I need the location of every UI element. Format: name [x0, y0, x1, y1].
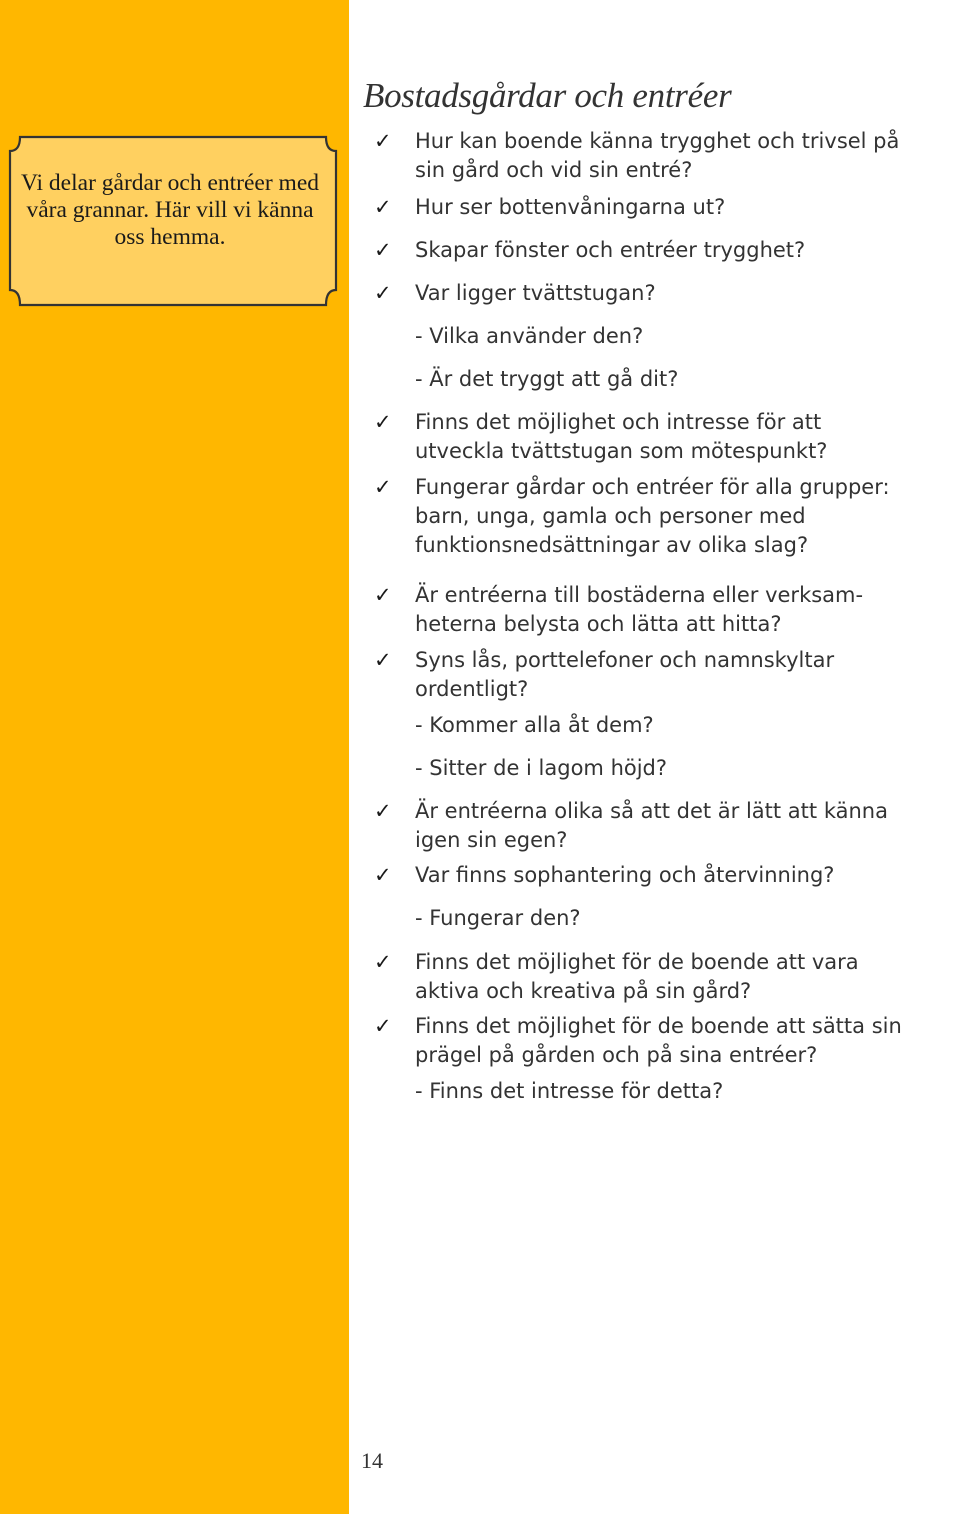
list-item: [374, 797, 955, 855]
checkmark-icon: ✓: [374, 583, 392, 607]
list-item: [374, 473, 955, 560]
list-item-text: Är entréerna till bostäderna eller verksam- heterna belysta och lätta att hitta?: [415, 583, 864, 636]
list-item: [374, 408, 955, 466]
list-item: [374, 581, 955, 639]
list-item-text: Fungerar gårdar och entréer för alla grupper: barn, unga, gamla och personer med funktionsnedsättningar av olika slag?: [415, 475, 890, 557]
list-item-text: Finns det möjlighet och intresse för att utveckla tvättstugan som mötespunkt?: [415, 410, 828, 463]
checkmark-icon: ✓: [374, 950, 392, 974]
checkmark-icon: ✓: [374, 238, 392, 262]
list-item-text: Hur ser bottenvåningarna ut?: [415, 195, 726, 219]
checkmark-icon: ✓: [374, 129, 392, 153]
list-item: [374, 127, 955, 185]
list-item: [374, 646, 955, 704]
list-item: [374, 948, 955, 1006]
list-item-text: Var ligger tvättstugan?: [415, 281, 656, 305]
list-item: [374, 279, 955, 308]
checkmark-icon: ✓: [374, 648, 392, 672]
sub-item: - Fungerar den?: [415, 906, 581, 930]
list-item-text: Syns lås, porttelefoner och namnskyltar ordentligt?: [415, 648, 835, 701]
list-item: [374, 193, 955, 222]
page-title: Bostadsgårdar och entréer: [363, 76, 732, 115]
checkmark-icon: ✓: [374, 1014, 392, 1038]
list-item-text: Skapar fönster och entréer trygghet?: [415, 238, 806, 262]
list-item: [374, 236, 955, 265]
quote-box: [8, 135, 338, 308]
checkmark-icon: ✓: [374, 475, 392, 499]
list-item-text: Hur kan boende känna trygghet och trivsel på sin gård och vid sin entré?: [415, 129, 900, 182]
checkmark-icon: ✓: [374, 799, 392, 823]
quote-text: Vi delar gårdar och entréer med våra grannar. Här vill vi känna oss hemma.: [20, 170, 320, 250]
sub-item: - Kommer alla åt dem?: [415, 713, 654, 737]
checkmark-icon: ✓: [374, 195, 392, 219]
list-item: [374, 861, 955, 890]
list-item-text: Finns det möjlighet för de boende att sätta sin prägel på gården och på sina entréer?: [415, 1014, 902, 1067]
sub-item: - Sitter de i lagom höjd?: [415, 756, 668, 780]
list-item: [374, 1012, 955, 1070]
list-item-text: Var finns sophantering och återvinning?: [415, 863, 835, 887]
sidebar-panel: [0, 0, 349, 1514]
checkmark-icon: ✓: [374, 410, 392, 434]
list-item-text: Är entréerna olika så att det är lätt att känna igen sin egen?: [415, 799, 888, 852]
checkmark-icon: ✓: [374, 863, 392, 887]
sub-item: - Finns det intresse för detta?: [415, 1079, 724, 1103]
list-item-text: Finns det möjlighet för de boende att vara aktiva och kreativa på sin gård?: [415, 950, 859, 1003]
checkmark-icon: ✓: [374, 281, 392, 305]
sub-item: - Vilka använder den?: [415, 324, 644, 348]
sub-item: - Är det tryggt att gå dit?: [415, 367, 679, 391]
page-number: 14: [361, 1448, 383, 1473]
